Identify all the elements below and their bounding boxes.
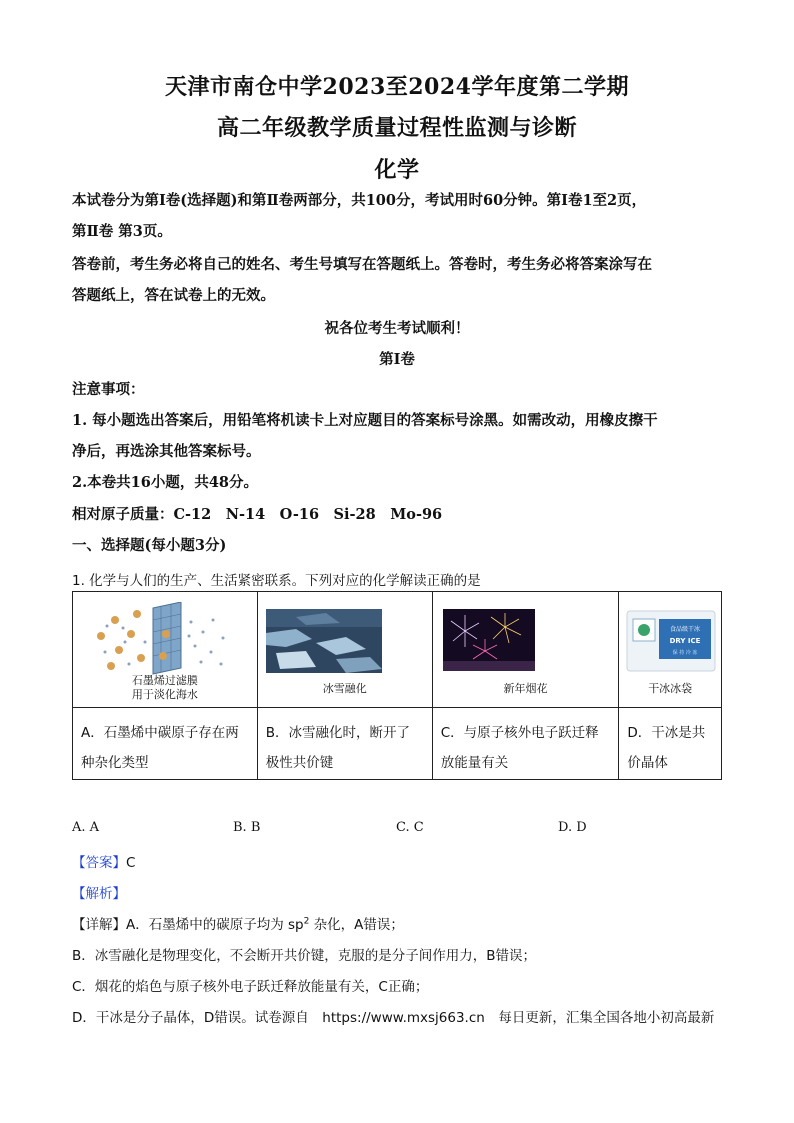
question-1-stem: 1. 化学与人们的生产、生活紧密联系。下列对应的化学解读正确的是	[72, 573, 481, 589]
graphene-filter-image	[91, 602, 231, 680]
analysis-line	[72, 882, 126, 902]
image-cell-fireworks	[432, 592, 619, 708]
exam-subtitle: 高二年级教学质量过程性监测与诊断	[216, 115, 577, 141]
dry-ice-bag-image	[625, 609, 717, 673]
good-luck-line: 祝各位考生考试顺利！	[324, 320, 470, 337]
image-cell-ice	[257, 592, 432, 708]
answer-line	[72, 851, 135, 871]
intro-line: 本试卷分为第Ⅰ卷(选择题)和第Ⅱ卷两部分，共100分，考试用时60分钟。第Ⅰ卷1至2页，	[72, 192, 647, 209]
image-caption: 新年烟花	[503, 682, 548, 695]
option-c-cell	[432, 708, 619, 780]
note-line: 净后，再选涂其他答案标号。	[72, 443, 261, 460]
image-caption: 石墨烯过滤膜	[131, 674, 198, 687]
detail-a-superscript: 2	[303, 916, 310, 927]
image-cell-graphene	[73, 592, 258, 708]
detail-d-line: D．干冰是分子晶体，D错误。试卷源自 https://www.mxsj663.cn 每日更新，汇集全国各地小初高最新	[72, 1010, 715, 1026]
bag-label-top: 食品级干冰	[670, 626, 701, 633]
detail-tag: 【详解】	[72, 917, 126, 933]
note-1	[72, 411, 732, 462]
option-a-cell	[73, 708, 258, 780]
atomic-mass-line: 相对原子质量：C-12 N-14 O-16 Si-28 Mo-96	[72, 506, 443, 523]
option-d-cell	[619, 708, 722, 780]
option-text: 价晶体	[627, 755, 668, 771]
exam-title: 天津市南仓中学2023至2024学年度第二学期	[165, 74, 629, 100]
section-heading: 一、选择题(每小题3分)	[72, 537, 227, 554]
option-text: D．干冰是共	[627, 725, 706, 741]
answer-choices	[72, 820, 732, 840]
detail-a-line	[72, 913, 404, 933]
intro-paragraph-1	[72, 191, 732, 242]
intro-line: 第Ⅱ卷 第3页。	[72, 223, 172, 240]
image-caption: 干冰冰袋	[648, 682, 693, 695]
option-b-cell	[257, 708, 432, 780]
option-text: B．冰雪融化时，断开了	[265, 725, 410, 741]
choice-c: C. C	[396, 820, 424, 835]
choice-d: D. D	[558, 820, 587, 835]
option-text: 放能量有关	[440, 755, 509, 771]
answer-tag: 【答案】	[72, 855, 126, 871]
choice-a: A. A	[72, 820, 100, 835]
image-cell-dry-ice	[619, 592, 722, 708]
fireworks-image	[443, 609, 535, 671]
melting-ice-image	[266, 609, 382, 673]
detail-a-text: A．石墨烯中的碳原子均为 sp	[126, 917, 304, 933]
note-2: 2.本卷共16小题，共48分。	[72, 474, 258, 491]
detail-a-tail: 杂化，A错误；	[309, 917, 404, 933]
image-caption: 冰雪融化	[322, 682, 367, 695]
image-caption: 用于淡化海水	[131, 688, 198, 701]
bag-label-bottom: 保 持 冷 冻	[672, 650, 698, 656]
note-line: 1. 每小题选出答案后，用铅笔将机读卡上对应题目的答案标号涂黑。如需改动，用橡皮擦干	[72, 412, 658, 429]
analysis-tag: 【解析】	[72, 886, 126, 902]
option-text: A．石墨烯中碳原子存在两	[81, 725, 239, 741]
option-text: 极性共价键	[265, 755, 334, 771]
question-1-table	[72, 591, 722, 780]
intro-line: 答题纸上，答在试卷上的无效。	[72, 287, 275, 304]
answer-value: C	[126, 855, 136, 871]
notes-heading: 注意事项：	[72, 381, 145, 398]
intro-paragraph-2	[72, 255, 732, 306]
bag-label-mid: DRY ICE	[669, 637, 701, 645]
choice-b: B. B	[233, 820, 261, 835]
subject-title: 化学	[374, 157, 420, 183]
option-text: C．与原子核外电子跃迁释	[440, 725, 599, 741]
detail-c-line: C．烟花的焰色与原子核外电子跃迁释放能量有关，C正确；	[72, 979, 429, 995]
part-one-heading: 第Ⅰ卷	[379, 351, 415, 368]
detail-b-line: B．冰雪融化是物理变化，不会断开共价键，克服的是分子间作用力，B错误；	[72, 948, 537, 964]
intro-line: 答卷前，考生务必将自己的姓名、考生号填写在答题纸上。答卷时，考生务必将答案涂写在	[72, 256, 652, 273]
option-text: 种杂化类型	[81, 755, 149, 771]
